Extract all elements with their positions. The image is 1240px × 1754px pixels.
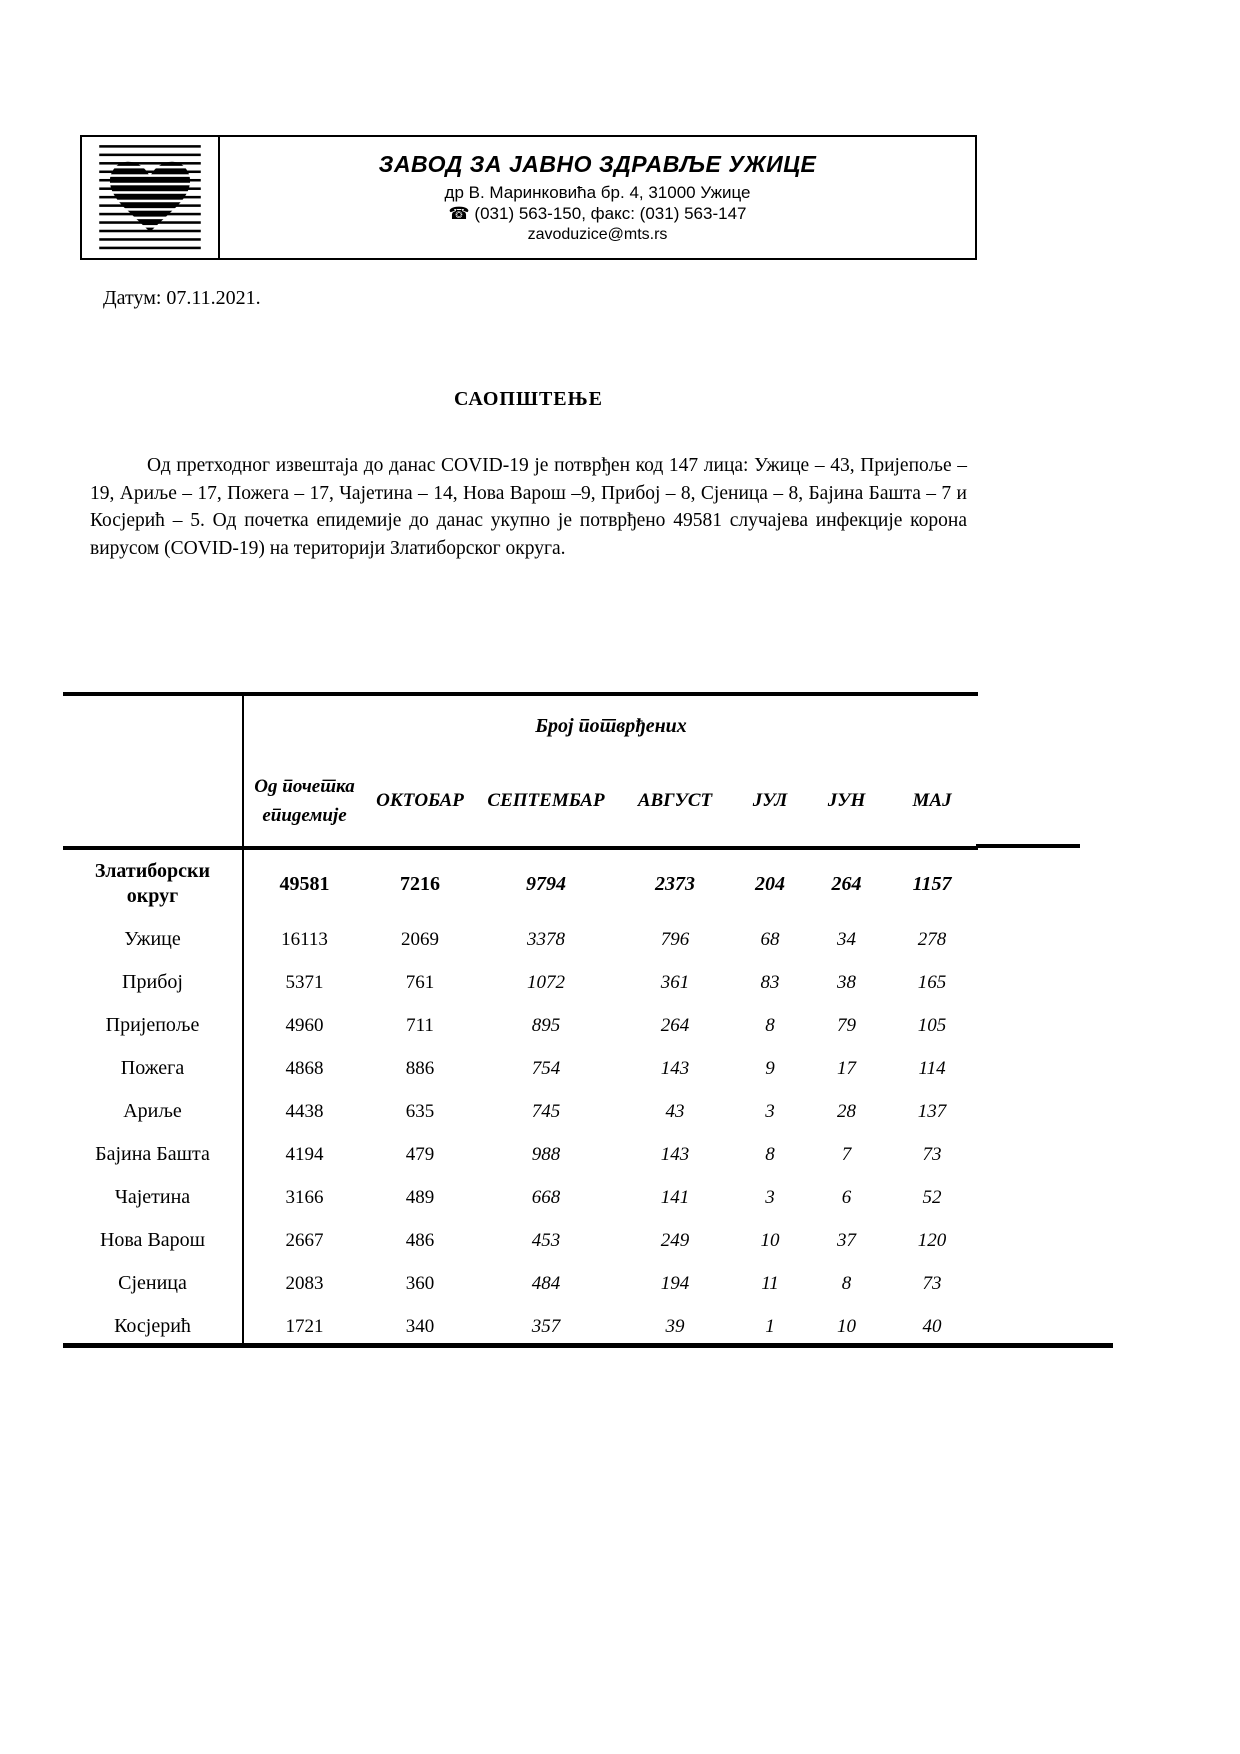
cell-october: 340 [405, 1315, 435, 1337]
cell-may: 120 [917, 1229, 947, 1251]
col-header-july: ЈУЛ [752, 790, 788, 811]
cell-october: 7216 [400, 872, 440, 895]
cell-august: 143 [660, 1057, 690, 1079]
org-phone: ☎ (031) 563-150, факс: (031) 563-147 [448, 204, 747, 224]
cell-august: 249 [660, 1229, 690, 1251]
table-row [63, 1262, 978, 1305]
cell-june: 6 [841, 1186, 852, 1208]
column-header-row [63, 756, 978, 848]
row-label: Сјеница [63, 1262, 243, 1305]
corner-cell [63, 694, 243, 756]
body-paragraph: Од претходног извештаја до данас COVID-19 је потврђен код 147 лица: Ужице – 43, Пријепоље – 19, Ариље – 17, Пожега – 17, Чајетина – 14, Нова Варош –9, Прибој – 8, Сјеница – 8, Бајина Башта – 7 и Косјерић – 5. Од почетка епидемије до данас укупно је потврђено 49581 случајева инфекције корона вирусом (COVID-19) на територији Златиборског округа. [90, 455, 967, 559]
table-row [63, 1176, 978, 1219]
logo-cell [82, 137, 220, 258]
table-row [63, 1090, 978, 1133]
cell-september: 895 [531, 1014, 561, 1036]
date-line: Датум: 07.11.2021. [103, 287, 261, 309]
cell-september: 754 [531, 1057, 561, 1079]
cell-september: 988 [531, 1143, 561, 1165]
table-row [63, 918, 978, 961]
cell-june: 79 [837, 1014, 856, 1036]
cell-july: 204 [755, 872, 785, 895]
cell-june: 37 [837, 1229, 856, 1251]
cell-august: 141 [660, 1186, 690, 1208]
cell-june: 8 [841, 1272, 852, 1294]
cell-october: 635 [405, 1100, 435, 1122]
cell-october: 711 [406, 1014, 434, 1036]
col-header-june: ЈУН [827, 790, 866, 811]
col-header-october: ОКТОБАР [376, 790, 464, 811]
cell-september: 9794 [526, 872, 566, 895]
cell-may: 165 [917, 971, 947, 993]
table-row [63, 1219, 978, 1262]
cell-july: 3 [765, 1100, 775, 1122]
cell-epidemic-total: 5371 [285, 971, 324, 993]
cell-may: 52 [922, 1186, 942, 1208]
cell-may: 1157 [912, 872, 952, 895]
cell-july: 10 [760, 1229, 780, 1251]
cell-august: 194 [660, 1272, 690, 1294]
table-row [63, 961, 978, 1004]
row-label: Чајетина [63, 1176, 243, 1219]
cell-june: 10 [837, 1315, 856, 1337]
cell-september: 357 [531, 1315, 561, 1337]
table-row [63, 1004, 978, 1047]
cell-may: 40 [922, 1315, 942, 1337]
cell-october: 2069 [401, 928, 439, 950]
cell-september: 1072 [527, 971, 565, 993]
corner-cell [63, 756, 243, 848]
cell-october: 486 [405, 1229, 435, 1251]
cell-may: 105 [917, 1014, 947, 1036]
col-header-epidemic-start: Од почетка епидемије [254, 775, 355, 826]
cell-june: 264 [831, 872, 862, 895]
cell-september: 484 [531, 1272, 561, 1294]
cell-july: 11 [761, 1272, 779, 1294]
cell-september: 453 [531, 1229, 561, 1251]
col-header-september: СЕПТЕМБАР [487, 790, 605, 811]
cell-june: 17 [837, 1057, 856, 1079]
table-row [63, 1047, 978, 1090]
cell-october: 360 [405, 1272, 435, 1294]
cell-june: 28 [837, 1100, 856, 1122]
cell-epidemic-total: 49581 [279, 872, 330, 895]
cell-epidemic-total: 2083 [285, 1272, 324, 1294]
cell-may: 278 [917, 928, 947, 950]
cell-epidemic-total: 4194 [285, 1143, 324, 1165]
cell-august: 39 [665, 1315, 685, 1337]
cell-august: 264 [660, 1014, 690, 1036]
col-header-august: АВГУСТ [637, 790, 713, 811]
cell-october: 479 [405, 1143, 435, 1165]
cell-epidemic-total: 4438 [285, 1100, 324, 1122]
cell-may: 73 [922, 1272, 942, 1294]
cell-epidemic-total: 4960 [285, 1014, 324, 1036]
cell-august: 361 [660, 971, 690, 993]
cell-september: 3378 [527, 928, 565, 950]
cell-june: 7 [841, 1143, 852, 1165]
cell-epidemic-total: 3166 [285, 1186, 324, 1208]
row-label: Ариље [63, 1090, 243, 1133]
cell-july: 83 [760, 971, 780, 993]
cell-july: 9 [765, 1057, 775, 1079]
cell-july: 3 [765, 1186, 775, 1208]
cell-june: 34 [837, 928, 856, 950]
cell-october: 489 [405, 1186, 435, 1208]
cell-epidemic-total: 4868 [285, 1057, 324, 1079]
row-label: Нова Варош [63, 1219, 243, 1262]
cell-july: 8 [765, 1143, 775, 1165]
cell-august: 2373 [655, 872, 695, 895]
header-rule-extension [976, 844, 1080, 848]
striped-heart-logo-icon [97, 143, 203, 253]
cell-may: 137 [917, 1100, 947, 1122]
org-address: др В. Маринковића бр. 4, 31000 Ужице [444, 183, 751, 203]
cell-may: 73 [922, 1143, 942, 1165]
cell-epidemic-total: 1721 [285, 1315, 324, 1337]
org-email: zavoduzice@mts.rs [527, 225, 668, 243]
cell-october: 886 [405, 1057, 435, 1079]
group-header-row [63, 694, 978, 756]
cell-august: 43 [665, 1100, 685, 1122]
cell-september: 745 [531, 1100, 561, 1122]
table-body [63, 848, 978, 1348]
cell-august: 796 [660, 928, 690, 950]
org-name: ЗАВОД ЗА ЈАВНО ЗДРАВЉЕ УЖИЦЕ [378, 151, 817, 178]
row-label: Косјерић [63, 1305, 243, 1348]
cases-table [63, 692, 978, 1348]
cell-august: 143 [660, 1143, 690, 1165]
cell-may: 114 [918, 1057, 946, 1079]
row-label: Пожега [63, 1047, 243, 1090]
row-label: Прибој [63, 961, 243, 1004]
letterhead [80, 135, 977, 260]
table-bottom-rule [63, 1343, 1113, 1348]
letterhead-text [220, 137, 975, 258]
cell-september: 668 [531, 1186, 561, 1208]
cell-june: 38 [837, 971, 856, 993]
table-row [63, 1305, 978, 1348]
cell-july: 1 [765, 1315, 775, 1337]
table-row [63, 1133, 978, 1176]
row-label: Пријепоље [63, 1004, 243, 1047]
cell-epidemic-total: 2667 [285, 1229, 324, 1251]
cell-july: 68 [760, 928, 780, 950]
table-row [63, 848, 978, 918]
row-label: Ужице [63, 918, 243, 961]
row-label: Бајина Башта [63, 1133, 243, 1176]
cell-october: 761 [405, 971, 435, 993]
page-title: САОПШТЕЊЕ [453, 388, 604, 410]
cell-july: 8 [765, 1014, 775, 1036]
row-label: Златиборски округ [63, 848, 243, 918]
group-header: Број потврђених [535, 714, 687, 737]
cell-epidemic-total: 16113 [281, 928, 328, 950]
col-header-may: МАЈ [912, 790, 952, 811]
